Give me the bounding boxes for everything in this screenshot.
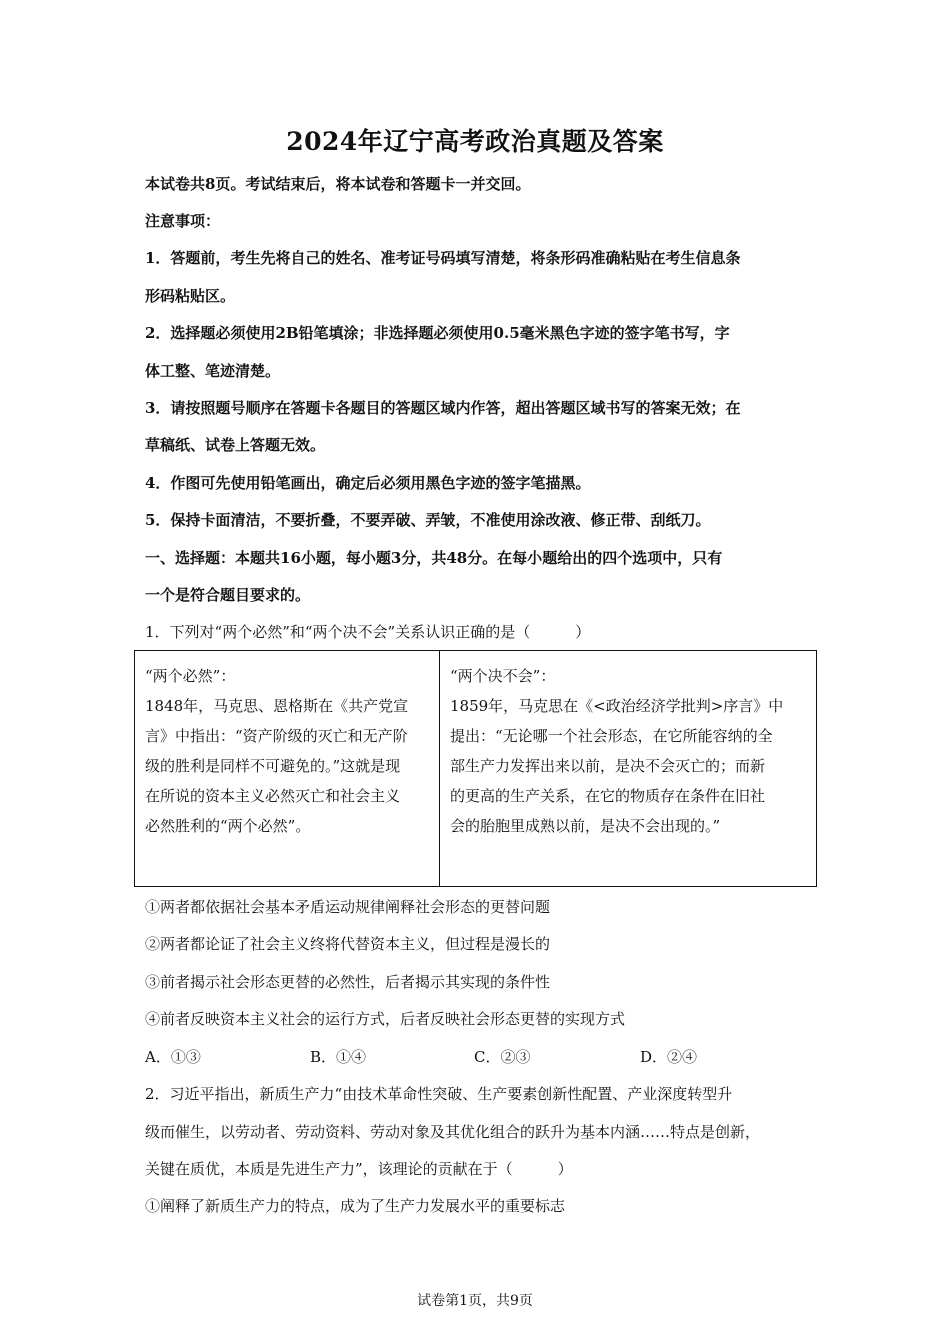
q1-option-a: A．①③ <box>145 1048 201 1066</box>
question-2-stem-b: 级而催生，以劳动者、劳动资料、劳动对象及其优化组合的跃升为基本内涵……特点是创新， <box>145 1123 761 1141</box>
quote-table <box>134 650 817 887</box>
intro-line: 本试卷共8页。考试结束后，将本试卷和答题卡一并交回。 <box>145 175 531 193</box>
notice-3a: 3．请按照题号顺序在答题卡各题目的答题区域内作答，超出答题区域书写的答案无效；在 <box>145 399 741 417</box>
page-footer: 试卷第1页，共9页 <box>417 1293 533 1309</box>
question-2-stem-a: 2．习近平指出，新质生产力“由技术革命性突破、生产要素创新性配置、产业深度转型升 <box>145 1085 733 1103</box>
notice-5: 5．保持卡面清洁，不要折叠，不要弄破、弄皱，不准使用涂改液、修正带、刮纸刀。 <box>145 511 711 529</box>
q1-statement-2: ②两者都论证了社会主义终将代替资本主义，但过程是漫长的 <box>145 935 551 953</box>
notice-1b: 形码粘贴区。 <box>145 287 236 305</box>
quote-right-line: 的更高的生产关系，在它的物质存在条件在旧社 <box>450 787 766 805</box>
notice-2b: 体工整、笔迹清楚。 <box>145 362 281 380</box>
q1-statement-3: ③前者揭示社会形态更替的必然性，后者揭示其实现的条件性 <box>145 973 551 991</box>
quote-left-line: “两个必然”： <box>145 667 236 685</box>
q1-option-b: B．①④ <box>310 1048 367 1066</box>
quote-right-line: “两个决不会”： <box>450 667 556 685</box>
quote-right-cell <box>440 651 817 887</box>
quote-right-line: 提出：“无论哪一个社会形态，在它所能容纳的全 <box>450 727 773 745</box>
quote-right-line: 部生产力发挥出来以前，是决不会灭亡的；而新 <box>450 757 766 775</box>
question-1-stem: 1．下列对“两个必然”和“两个决不会”关系认识正确的是（ ） <box>145 623 591 641</box>
notice-heading: 注意事项： <box>145 212 221 230</box>
quote-left-line: 级的胜利是同样不可避免的。”这就是现 <box>145 757 401 775</box>
quote-left-cell <box>135 651 440 887</box>
q2-statement-1: ①阐释了新质生产力的特点，成为了生产力发展水平的重要标志 <box>145 1197 566 1215</box>
quote-left-line: 言》中指出：“资产阶级的灭亡和无产阶 <box>145 727 408 745</box>
quote-right-line: 会的胎胞里成熟以前，是决不会出现的。” <box>450 817 721 835</box>
section-heading-b: 一个是符合题目要求的。 <box>145 586 311 604</box>
notice-1a: 1．答题前，考生先将自己的姓名、准考证号码填写清楚，将条形码准确粘贴在考生信息条 <box>145 249 741 267</box>
quote-left-line: 必然胜利的“两个必然”。 <box>145 817 311 835</box>
quote-right-line: 1859年，马克思在《<政治经济学批判>序言》中 <box>450 697 784 715</box>
section-heading-a: 一、选择题：本题共16小题，每小题3分，共48分。在每小题给出的四个选项中，只有 <box>145 549 723 567</box>
q1-option-c: C．②③ <box>474 1048 531 1066</box>
q1-statement-1: ①两者都依据社会基本矛盾运动规律阐释社会形态的更替问题 <box>145 898 551 916</box>
question-2-stem-c: 关键在质优，本质是先进生产力”，该理论的贡献在于（ ） <box>145 1160 573 1178</box>
page-title: 2024年辽宁高考政治真题及答案 <box>286 127 664 156</box>
notice-3b: 草稿纸、试卷上答题无效。 <box>145 436 326 454</box>
q1-option-d: D．②④ <box>640 1048 698 1066</box>
q1-statement-4: ④前者反映资本主义社会的运行方式，后者反映社会形态更替的实现方式 <box>145 1010 626 1028</box>
notice-4: 4．作图可先使用铅笔画出，确定后必须用黑色字迹的签字笔描黑。 <box>145 474 591 492</box>
notice-2a: 2．选择题必须使用2B铅笔填涂；非选择题必须使用0.5毫米黑色字迹的签字笔书写，字 <box>145 324 730 342</box>
quote-left-line: 1848年，马克思、恩格斯在《共产党宣 <box>145 697 409 715</box>
quote-left-line: 在所说的资本主义必然灭亡和社会主义 <box>145 787 401 805</box>
